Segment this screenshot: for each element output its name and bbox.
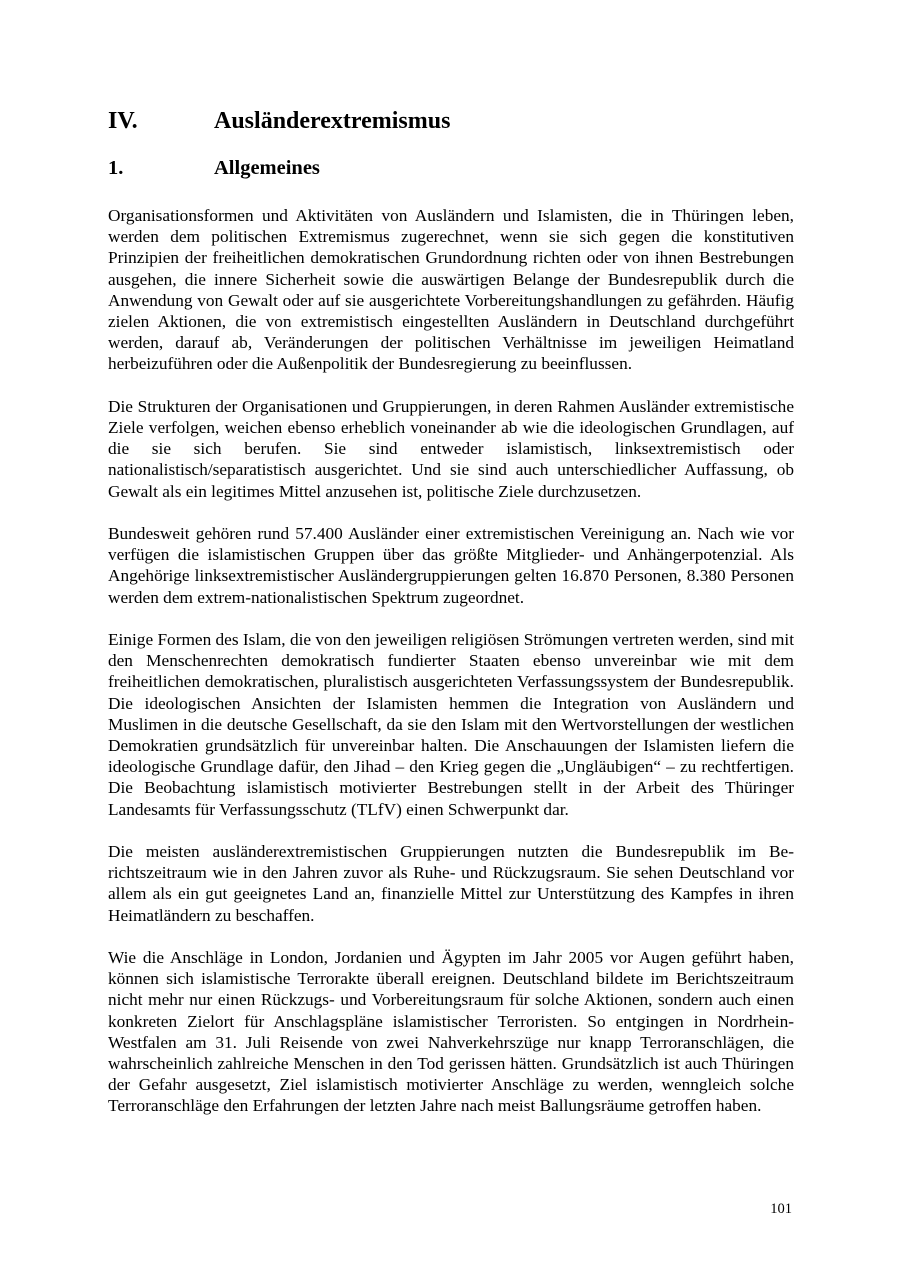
chapter-heading [108, 106, 450, 136]
chapter-number: IV. [108, 108, 138, 134]
paragraph: Die meisten ausländerextremistischen Gruppierungen nutzten die Bundesrepublik im Berichtszeitraum wie in den Jahren zuvor als Ruhe- und Rückzugsraum. Sie sehen Deutschland vor allem als ein gut geeignetes Land an, finanzielle Mittel zur Unterstützung des Kampfes in ihren Heimatländern zu beschaffen. [108, 842, 794, 925]
body-text [108, 205, 794, 1138]
section-heading [108, 155, 320, 181]
paragraph: Organisationsformen und Aktivitäten von Ausländern und Islamisten, die in Thüringen leben, werden dem politischen Extremismus zugerechnet, wenn sie sich gegen die konstitutiven Prinzipien der freiheitlichen demokratischen Grundordnung richten oder von ihnen Bestrebungen ausgehen, die innere Sicherheit sowie die auswärtigen Belange der Bundesrepublik durch die Anwendung von Gewalt oder auf sie ausgerichtete Vorbereitungshandlungen zu gefährden. Häufig zielen Aktionen, die von extremistisch eingestellten Ausländern in Deutschland durchgeführt werden, darauf ab, Veränderungen der politischen Verhältnisse im jeweiligen Heimatland herbeizuführen oder die Außenpolitik der Bundesregierung zu beeinflussen. [108, 206, 794, 374]
paragraph: Bundesweit gehören rund 57.400 Ausländer einer extremistischen Vereinigung an. Nach wie vor verfügen die islamistischen Gruppen über das größte Mitglieder- und Anhängerpotenzial. Als Angehörige linksextremistischer Ausländergruppierungen gelten 16.870 Personen, 8.380 Personen werden dem extrem-nationalistischen Spektrum zugeordnet. [108, 524, 794, 607]
section-number: 1. [108, 157, 124, 179]
chapter-title: Ausländerextremismus [214, 108, 451, 134]
page-number: 101 [770, 1201, 792, 1217]
paragraph: Einige Formen des Islam, die von den jeweiligen religiösen Strömungen vertreten werden, sind mit den Menschenrechten demokratisch fundierter Staaten ebenso unvereinbar wie mit dem freiheitlichen demokratischen, pluralistisch ausgerichteten Verfassungssystem der Bundesrepublik. Die ideologischen Ansichten der Islamisten hemmen die Integration von Ausländern und Muslimen in die deutsche Gesellschaft, da sie den Islam mit den Wertvorstellungen der westlichen Demokratien grundsätzlich für unvereinbar halten. Die Anschauungen der Islamisten liefern die ideologische Grundlage dafür, den Jihad – den Krieg gegen die „Ungläubigen“ – zu rechtfertigen. Die Beobachtung islamistisch motivierter Bestrebungen stellt in der Arbeit des Thüringer Landesamts für Verfassungsschutz (TLfV) einen Schwerpunkt dar. [108, 630, 794, 819]
section-title: Allgemeines [214, 157, 320, 179]
paragraph: Wie die Anschläge in London, Jordanien und Ägypten im Jahr 2005 vor Augen geführt haben, können sich islamistische Terrorakte überall ereignen. Deutschland bildete im Berichtszeitraum nicht mehr nur einen Rückzugs- und Vorbereitungsraum für solche Aktionen, sondern auch einen konkreten Zielort für Anschlagspläne islamistischer Terroristen. So entgingen in Nordrhein-Westfalen am 31. Juli Reisende von zwei Nahverkehrszüge nur knapp Terroranschlägen, die wahrscheinlich zahlreiche Menschen in den Tod gerissen hätten. Grundsätzlich ist auch Thüringen der Gefahr ausgesetzt, Ziel islamistisch motivierter Anschläge zu werden, wenngleich solche Terroranschläge den Erfahrungen der letzten Jahre nach meist Ballungsräume getroffen haben. [108, 948, 794, 1116]
paragraph: Die Strukturen der Organisationen und Gruppierungen, in deren Rahmen Ausländer extremistische Ziele verfolgen, weichen ebenso erheblich voneinander ab wie die ideologischen Grundlagen, auf die sie sich berufen. Sie sind entweder islamistisch, linksextremistisch oder nationalistisch/separatistisch ausgerichtet. Und sie sind auch unterschiedlicher Auffassung, ob Gewalt als ein legitimes Mittel anzusehen ist, politische Ziele durchzusetzen. [108, 396, 794, 501]
